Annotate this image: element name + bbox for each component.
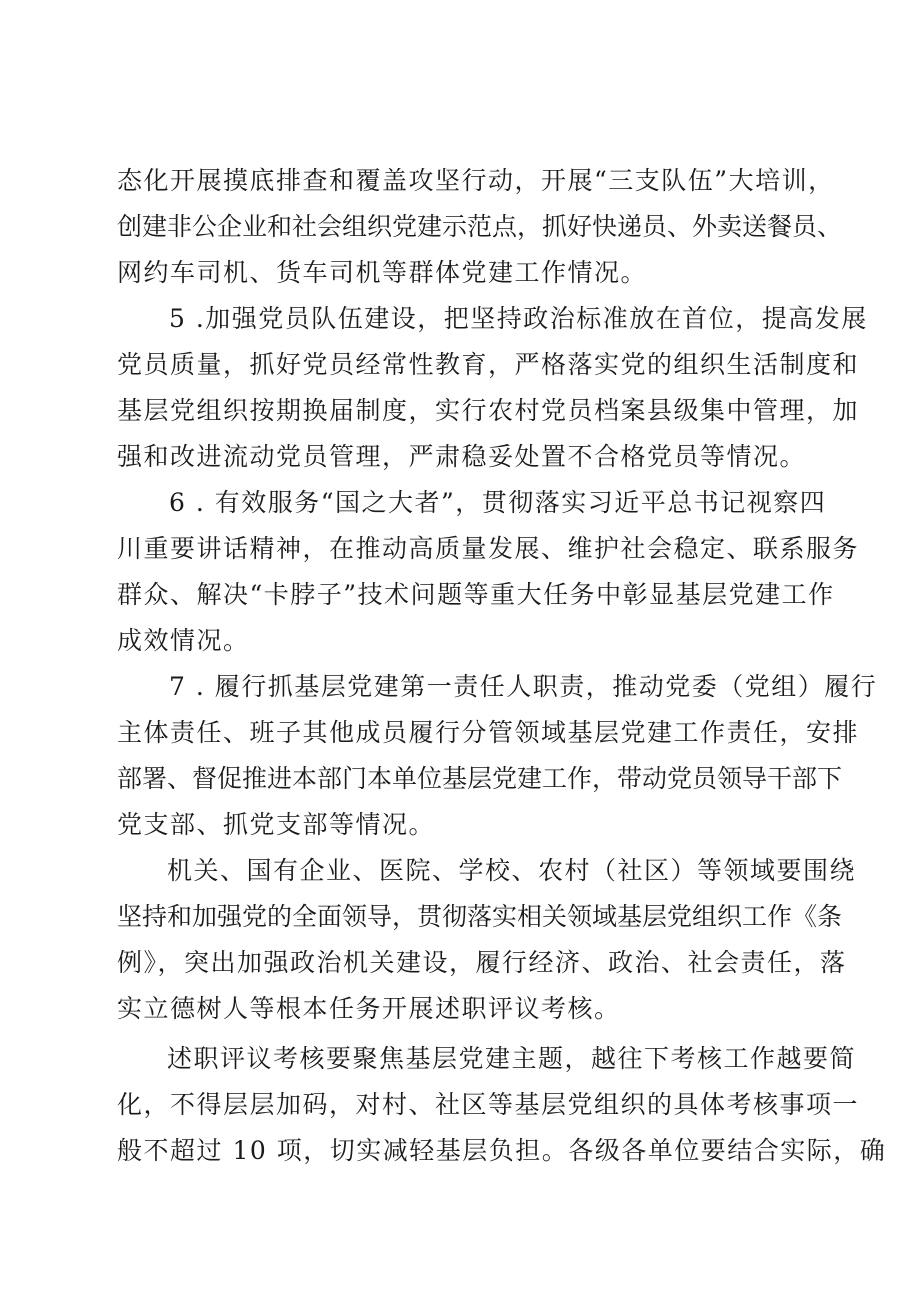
text-line: 例》，突出加强政治机关建设，履行经济、政治、社会责任，落 bbox=[117, 948, 847, 977]
text-line: 成效情况。 bbox=[117, 626, 250, 655]
paragraph-item-4-continued bbox=[117, 158, 843, 296]
text-line: 机关、国有企业、医院、学校、农村（社区）等领域要围绕 bbox=[167, 856, 857, 885]
text-line: 创建非公企业和社会组织党建示范点，抓好快递员、外卖送餐员、 bbox=[117, 212, 843, 241]
text-line: 川重要讲话精神，在推动高质量发展、维护社会稳定、联系服务 bbox=[117, 534, 860, 563]
paragraph-assessment bbox=[117, 1036, 887, 1174]
text-line: 强和改进流动党员管理，严肃稳妥处置不合格党员等情况。 bbox=[117, 442, 807, 471]
text-line: 网约车司机、货车司机等群体党建工作情况。 bbox=[117, 258, 648, 287]
text-line: 实立德树人等根本任务开展述职评议考核。 bbox=[117, 994, 621, 1023]
paragraph-item-6 bbox=[117, 480, 860, 664]
text-line: 态化开展摸底排查和覆盖攻坚行动，开展“三支队伍”大培训， bbox=[117, 166, 835, 195]
text-line: 基层党组织按期换届制度，实行农村党员档案县级集中管理，加 bbox=[117, 396, 860, 425]
paragraph-item-5 bbox=[117, 296, 868, 480]
text-line: 般不超过 10 项，切实减轻基层负担。各级各单位要结合实际，确 bbox=[117, 1136, 887, 1165]
text-line: 党员质量，抓好党员经常性教育，严格落实党的组织生活制度和 bbox=[117, 350, 860, 379]
text-line: 5 .加强党员队伍建设，把坚持政治标准放在首位，提高发展 bbox=[169, 304, 868, 333]
text-line: 群众、解决“卡脖子”技术问题等重大任务中彰显基层党建工作 bbox=[117, 580, 835, 609]
text-line: 6 . 有效服务“国之大者”，贯彻落实习近平总书记视察四 bbox=[169, 488, 827, 517]
text-line: 7 . 履行抓基层党建第一责任人职责，推动党委（党组）履行 bbox=[169, 672, 878, 701]
text-line: 述职评议考核要聚焦基层党建主题，越往下考核工作越要简 bbox=[167, 1044, 857, 1073]
text-line: 部署、督促推进本部门本单位基层党建工作，带动党员领导干部下 bbox=[117, 764, 843, 793]
paragraph-item-7 bbox=[117, 664, 878, 848]
document-body bbox=[117, 158, 887, 1174]
text-line: 党支部、抓党支部等情况。 bbox=[117, 810, 436, 839]
text-line: 化，不得层层加码，对村、社区等基层党组织的具体考核事项一 bbox=[117, 1090, 860, 1119]
paragraph-domains bbox=[117, 848, 857, 1032]
text-line: 主体责任、班子其他成员履行分管领域基层党建工作责任，安排 bbox=[117, 718, 860, 747]
text-line: 坚持和加强党的全面领导，贯彻落实相关领域基层党组织工作《条 bbox=[117, 902, 843, 931]
